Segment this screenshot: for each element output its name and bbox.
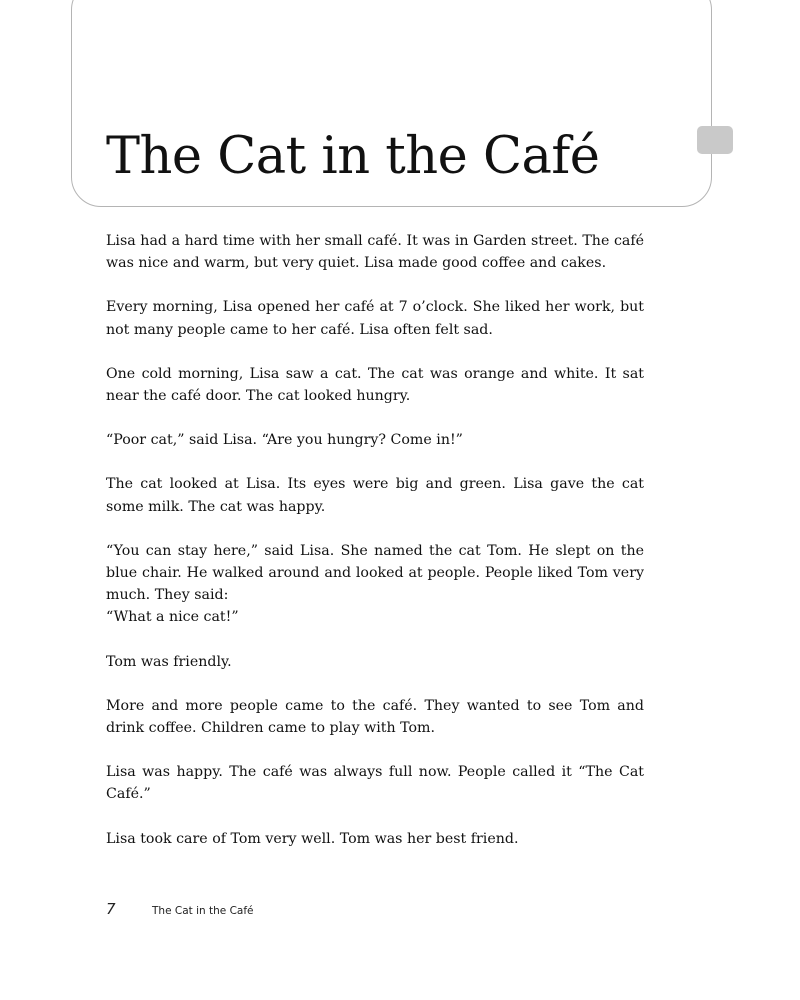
story-paragraph: The cat looked at Lisa. Its eyes were big and green. Lisa gave the cat some milk. The cat was happy. (106, 476, 644, 515)
story-text (106, 230, 644, 872)
story-paragraph: “Poor cat,” said Lisa. “Are you hungry? Come in!” (106, 432, 463, 449)
running-title: The Cat in the Café (152, 905, 254, 917)
page-tab-marker (697, 126, 733, 154)
story-paragraph: One cold morning, Lisa saw a cat. The cat was orange and white. It sat near the café door. The cat looked hungry. (106, 365, 644, 405)
page-footer (106, 900, 254, 924)
page-number: 7 (106, 900, 116, 918)
story-paragraph: Lisa took care of Tom very well. Tom was her best friend. (106, 830, 519, 847)
story-paragraph-text: “You can stay here,” said Lisa. She named the cat Tom. He slept on the blue chair. He walked around and looked at people. People liked Tom very much. They said: (106, 542, 644, 604)
story-paragraph: Tom was friendly. (106, 653, 232, 670)
story-paragraph: Lisa had a hard time with her small café. It was in Garden street. The café was nice and warm, but very quiet. Lisa made good coffee and cakes. (106, 233, 644, 272)
story-paragraph: More and more people came to the café. They wanted to see Tom and drink coffee. Children came to play with Tom. (106, 697, 644, 737)
story-paragraph: Lisa was happy. The café was always full now. People called it “The Cat Café.” (106, 764, 644, 803)
chapter-title: The Cat in the Café (106, 127, 600, 186)
story-paragraph (106, 540, 644, 629)
story-paragraph: Every morning, Lisa opened her café at 7 o’clock. She liked her work, but not many people came to her café. Lisa often felt sad. (106, 299, 644, 338)
quote-line: “What a nice cat!” (106, 609, 239, 626)
